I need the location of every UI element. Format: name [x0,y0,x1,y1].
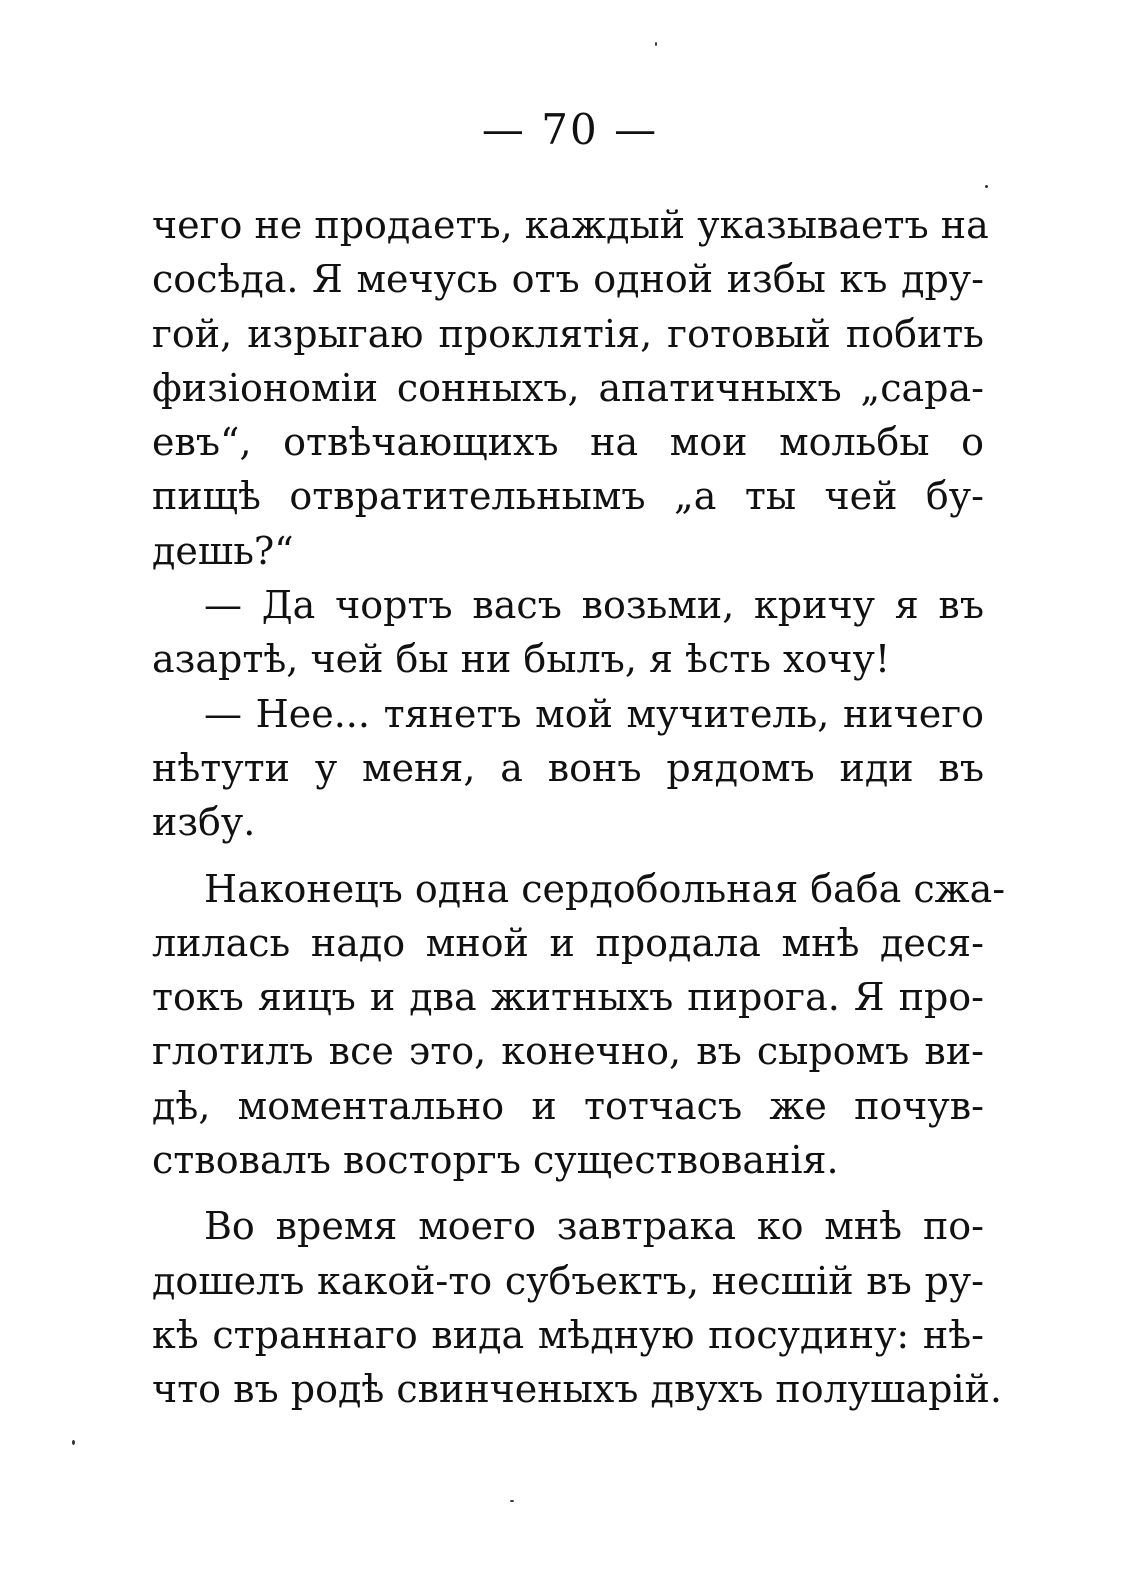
page-number: — 70 — [481,105,659,154]
text-line: пищѣ отвратительнымъ „а ты чей бу- [152,474,984,519]
scan-speck [510,1500,514,1502]
text-line: что въ родѣ свинченыхъ двухъ полушарій. [152,1367,1002,1412]
paragraph [152,578,984,687]
scan-speck [655,42,657,46]
text-line: Наконецъ одна сердобольная баба сжа- [204,866,1006,911]
text-line: — Да чортъ васъ возьми, кричу я въ [204,583,984,628]
text-line: Во время моего завтрака ко мнѣ по- [204,1204,984,1249]
text-line: дѣ, моментально и тотчасъ же почув- [152,1083,984,1128]
paragraph [152,862,1006,1188]
text-line: кѣ страннаго вида мѣдную посудину: нѣ- [152,1312,984,1357]
text-line: физіономіи сонныхъ, апатичныхъ „сара- [152,365,984,410]
scan-speck [72,1440,75,1445]
text-line: гой, изрыгаю проклятія, готовый побить [152,311,984,356]
paragraph-gap [152,1187,984,1199]
text-line: дешь?“ [152,528,294,573]
scan-speck [985,185,988,188]
text-line: ствовалъ восторгъ существованія. [152,1138,839,1183]
text-line: — Нее... тянетъ мой мучитель, ничего [204,691,984,736]
text-line: лилась надо мной и продала мнѣ деся- [152,920,984,965]
paragraph [152,687,984,850]
text-line: глотилъ все это, конечно, въ сыромъ ви- [152,1029,984,1074]
paragraph [152,1199,1002,1416]
paragraph-gap [152,850,984,862]
body-text [152,198,1006,1417]
text-line: нѣтути у меня, а вонъ рядомъ иди въ [152,745,984,790]
text-line: евъ“, отвѣчающихъ на мои мольбы о [152,420,984,465]
paragraph [152,198,989,578]
text-line: азартѣ, чей бы ни былъ, я ѣсть хочу! [152,637,891,682]
text-line: избу. [152,800,256,845]
text-line: дошелъ какой-то субъектъ, несшій въ ру- [152,1258,984,1303]
text-line: токъ яицъ и два житныхъ пирога. Я про- [152,975,984,1020]
text-line: чего не продаетъ, каждый указываетъ на [152,203,989,247]
text-line: сосѣда. Я мечусь отъ одной избы къ дру- [152,257,984,302]
